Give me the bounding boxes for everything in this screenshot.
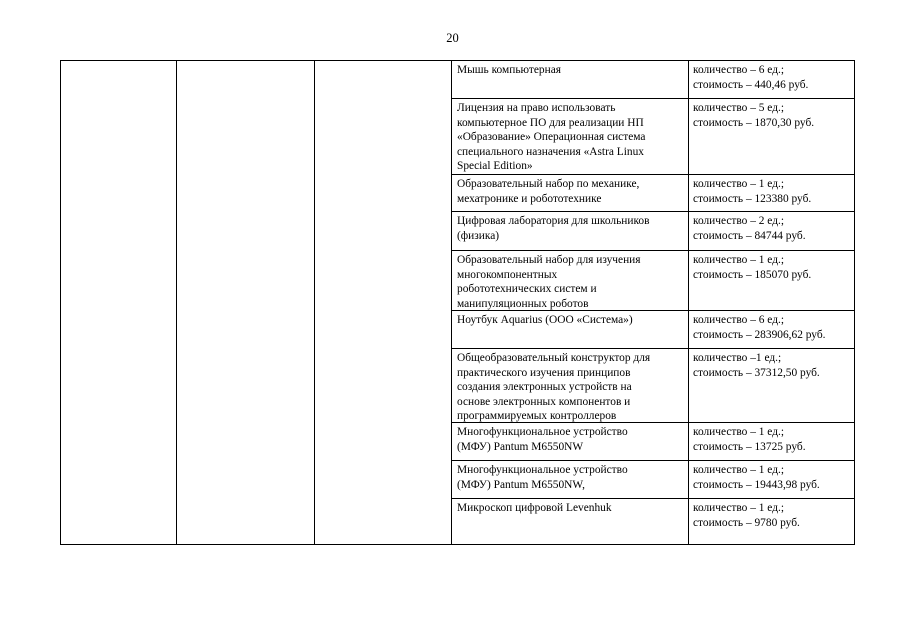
table-row: [452, 461, 854, 499]
table-row: [452, 423, 854, 461]
item-quantity-cost: [688, 423, 854, 460]
equipment-table: [60, 60, 855, 545]
item-quantity: количество – 6 ед.;: [693, 64, 785, 76]
item-quantity-cost: [688, 99, 854, 174]
table-row: [452, 349, 854, 423]
item-quantity: количество – 1 ед.;: [693, 254, 785, 266]
item-quantity: количество –1 ед.;: [693, 352, 782, 364]
item-name: Образовательный набор по механике, мехатронике и робототехнике: [457, 178, 640, 205]
item-quantity-cost: [688, 61, 854, 98]
item-quantity-cost: [688, 499, 854, 544]
item-quantity-cost: [688, 175, 854, 211]
item-cost: стоимость – 440,46 руб.: [693, 78, 809, 91]
item-quantity: количество – 6 ед.;: [693, 314, 785, 326]
item-quantity: количество – 2 ед.;: [693, 215, 785, 227]
item-quantity: количество – 1 ед.;: [693, 464, 785, 476]
item-cost: стоимость – 1870,30 руб.: [693, 116, 815, 129]
item-quantity-cost: [688, 311, 854, 348]
item-name: Микроскоп цифровой Levenhuk: [457, 502, 612, 514]
table-row: [452, 311, 854, 349]
item-cost: стоимость – 19443,98 руб.: [693, 478, 820, 491]
item-name: Многофункциональное устройство (МФУ) Pantum M6550NW: [457, 426, 628, 453]
item-cost: стоимость – 13725 руб.: [693, 440, 806, 453]
item-name: Многофункциональное устройство (МФУ) Pantum M6550NW,: [457, 464, 628, 491]
item-name: Ноутбук Aquarius (ООО «Система»): [457, 314, 633, 326]
table-row: [452, 251, 854, 311]
column-divider: [314, 61, 315, 544]
item-name: Образовательный набор для изучения многокомпонентных робототехнических систем и манипуляционных роботов: [457, 254, 641, 310]
item-quantity-cost: [688, 461, 854, 498]
item-quantity-cost: [688, 251, 854, 310]
item-cost: стоимость – 84744 руб.: [693, 229, 806, 242]
item-quantity: количество – 1 ед.;: [693, 178, 785, 190]
table-row: [452, 212, 854, 251]
item-cost: стоимость – 185070 руб.: [693, 268, 812, 281]
item-quantity: количество – 1 ед.;: [693, 426, 785, 438]
column-divider: [176, 61, 177, 544]
table-row: [452, 99, 854, 175]
item-quantity-cost: [688, 349, 854, 422]
item-cost: стоимость – 9780 руб.: [693, 516, 800, 529]
item-quantity-cost: [688, 212, 854, 250]
item-name: Общеобразовательный конструктор для практического изучения принципов создания электронных устройств на основе электронных компонентов и программируемых контроллеров: [457, 352, 651, 423]
table-row: [452, 499, 854, 544]
item-cost: стоимость – 283906,62 руб.: [693, 328, 826, 341]
item-cost: стоимость – 37312,50 руб.: [693, 366, 820, 379]
table-row: [452, 175, 854, 212]
item-name: Лицензия на право использовать компьютерное ПО для реализации НП «Образование» Операционная система специального назначения «Astra Linux Special Edition»: [457, 102, 646, 173]
page-number: 20: [446, 31, 459, 45]
table-row: [452, 61, 854, 99]
item-name: Мышь компьютерная: [457, 64, 562, 76]
item-quantity: количество – 5 ед.;: [693, 102, 785, 114]
item-quantity: количество – 1 ед.;: [693, 502, 785, 514]
item-name: Цифровая лаборатория для школьников (физика): [457, 215, 650, 242]
item-cost: стоимость – 123380 руб.: [693, 192, 812, 205]
